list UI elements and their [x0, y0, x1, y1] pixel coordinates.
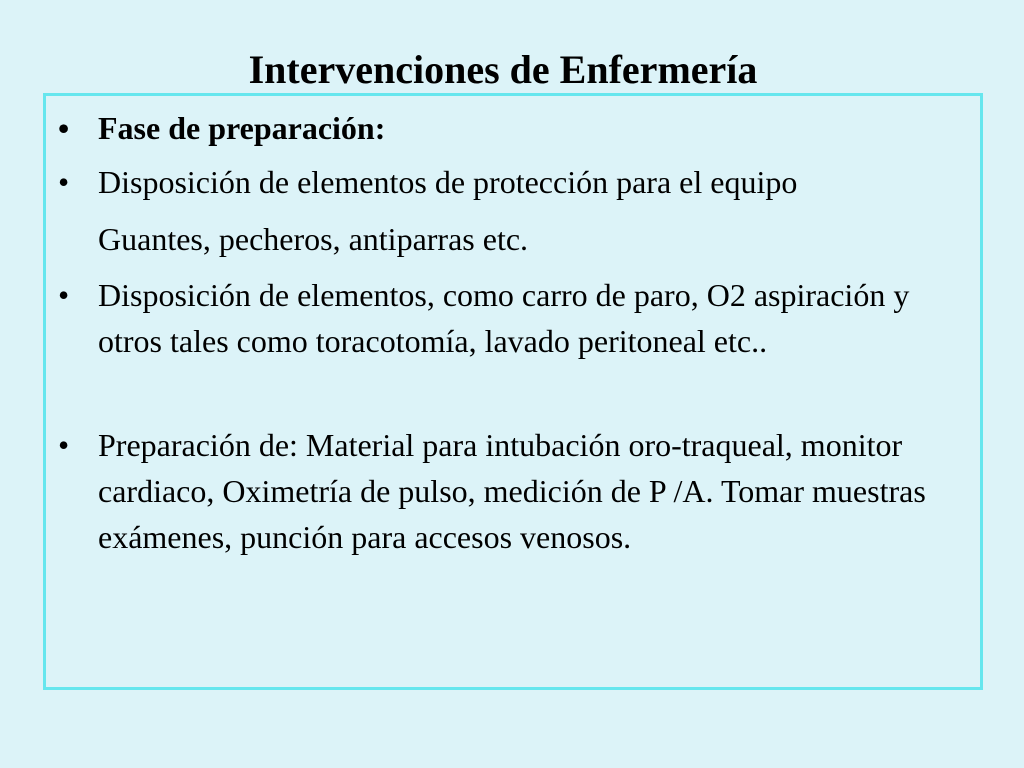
bullet-marker: •	[58, 164, 70, 200]
bullet-marker: •	[58, 427, 70, 463]
content-box	[43, 93, 983, 690]
bullet-text: Fase de preparación:	[98, 110, 386, 146]
bullet-marker: •	[58, 110, 70, 146]
bullet-item-equipment	[58, 272, 968, 364]
bullet-text: Disposición de elementos, como carro de paro, O2 aspiración y otros tales como toracotomía, lavado peritoneal etc..	[98, 277, 910, 359]
bullet-item-materials	[58, 422, 968, 560]
slide-title: Intervenciones de Enfermería	[248, 47, 758, 92]
bullet-continuation-protection-items	[98, 216, 968, 262]
bullet-text: Preparación de: Material para intubación oro-traqueal, monitor cardiaco, Oximetría de pulso, medición de P /A. Tomar muestras exámenes, punción para accesos venosos.	[98, 427, 926, 555]
bullet-item-preparation-phase	[58, 105, 968, 151]
bullet-item-protection-elements	[58, 159, 968, 205]
bullet-text: Disposición de elementos de protección para el equipo	[98, 164, 798, 200]
bullet-marker: •	[58, 277, 70, 313]
bullet-text: Guantes, pecheros, antiparras etc.	[98, 221, 529, 257]
